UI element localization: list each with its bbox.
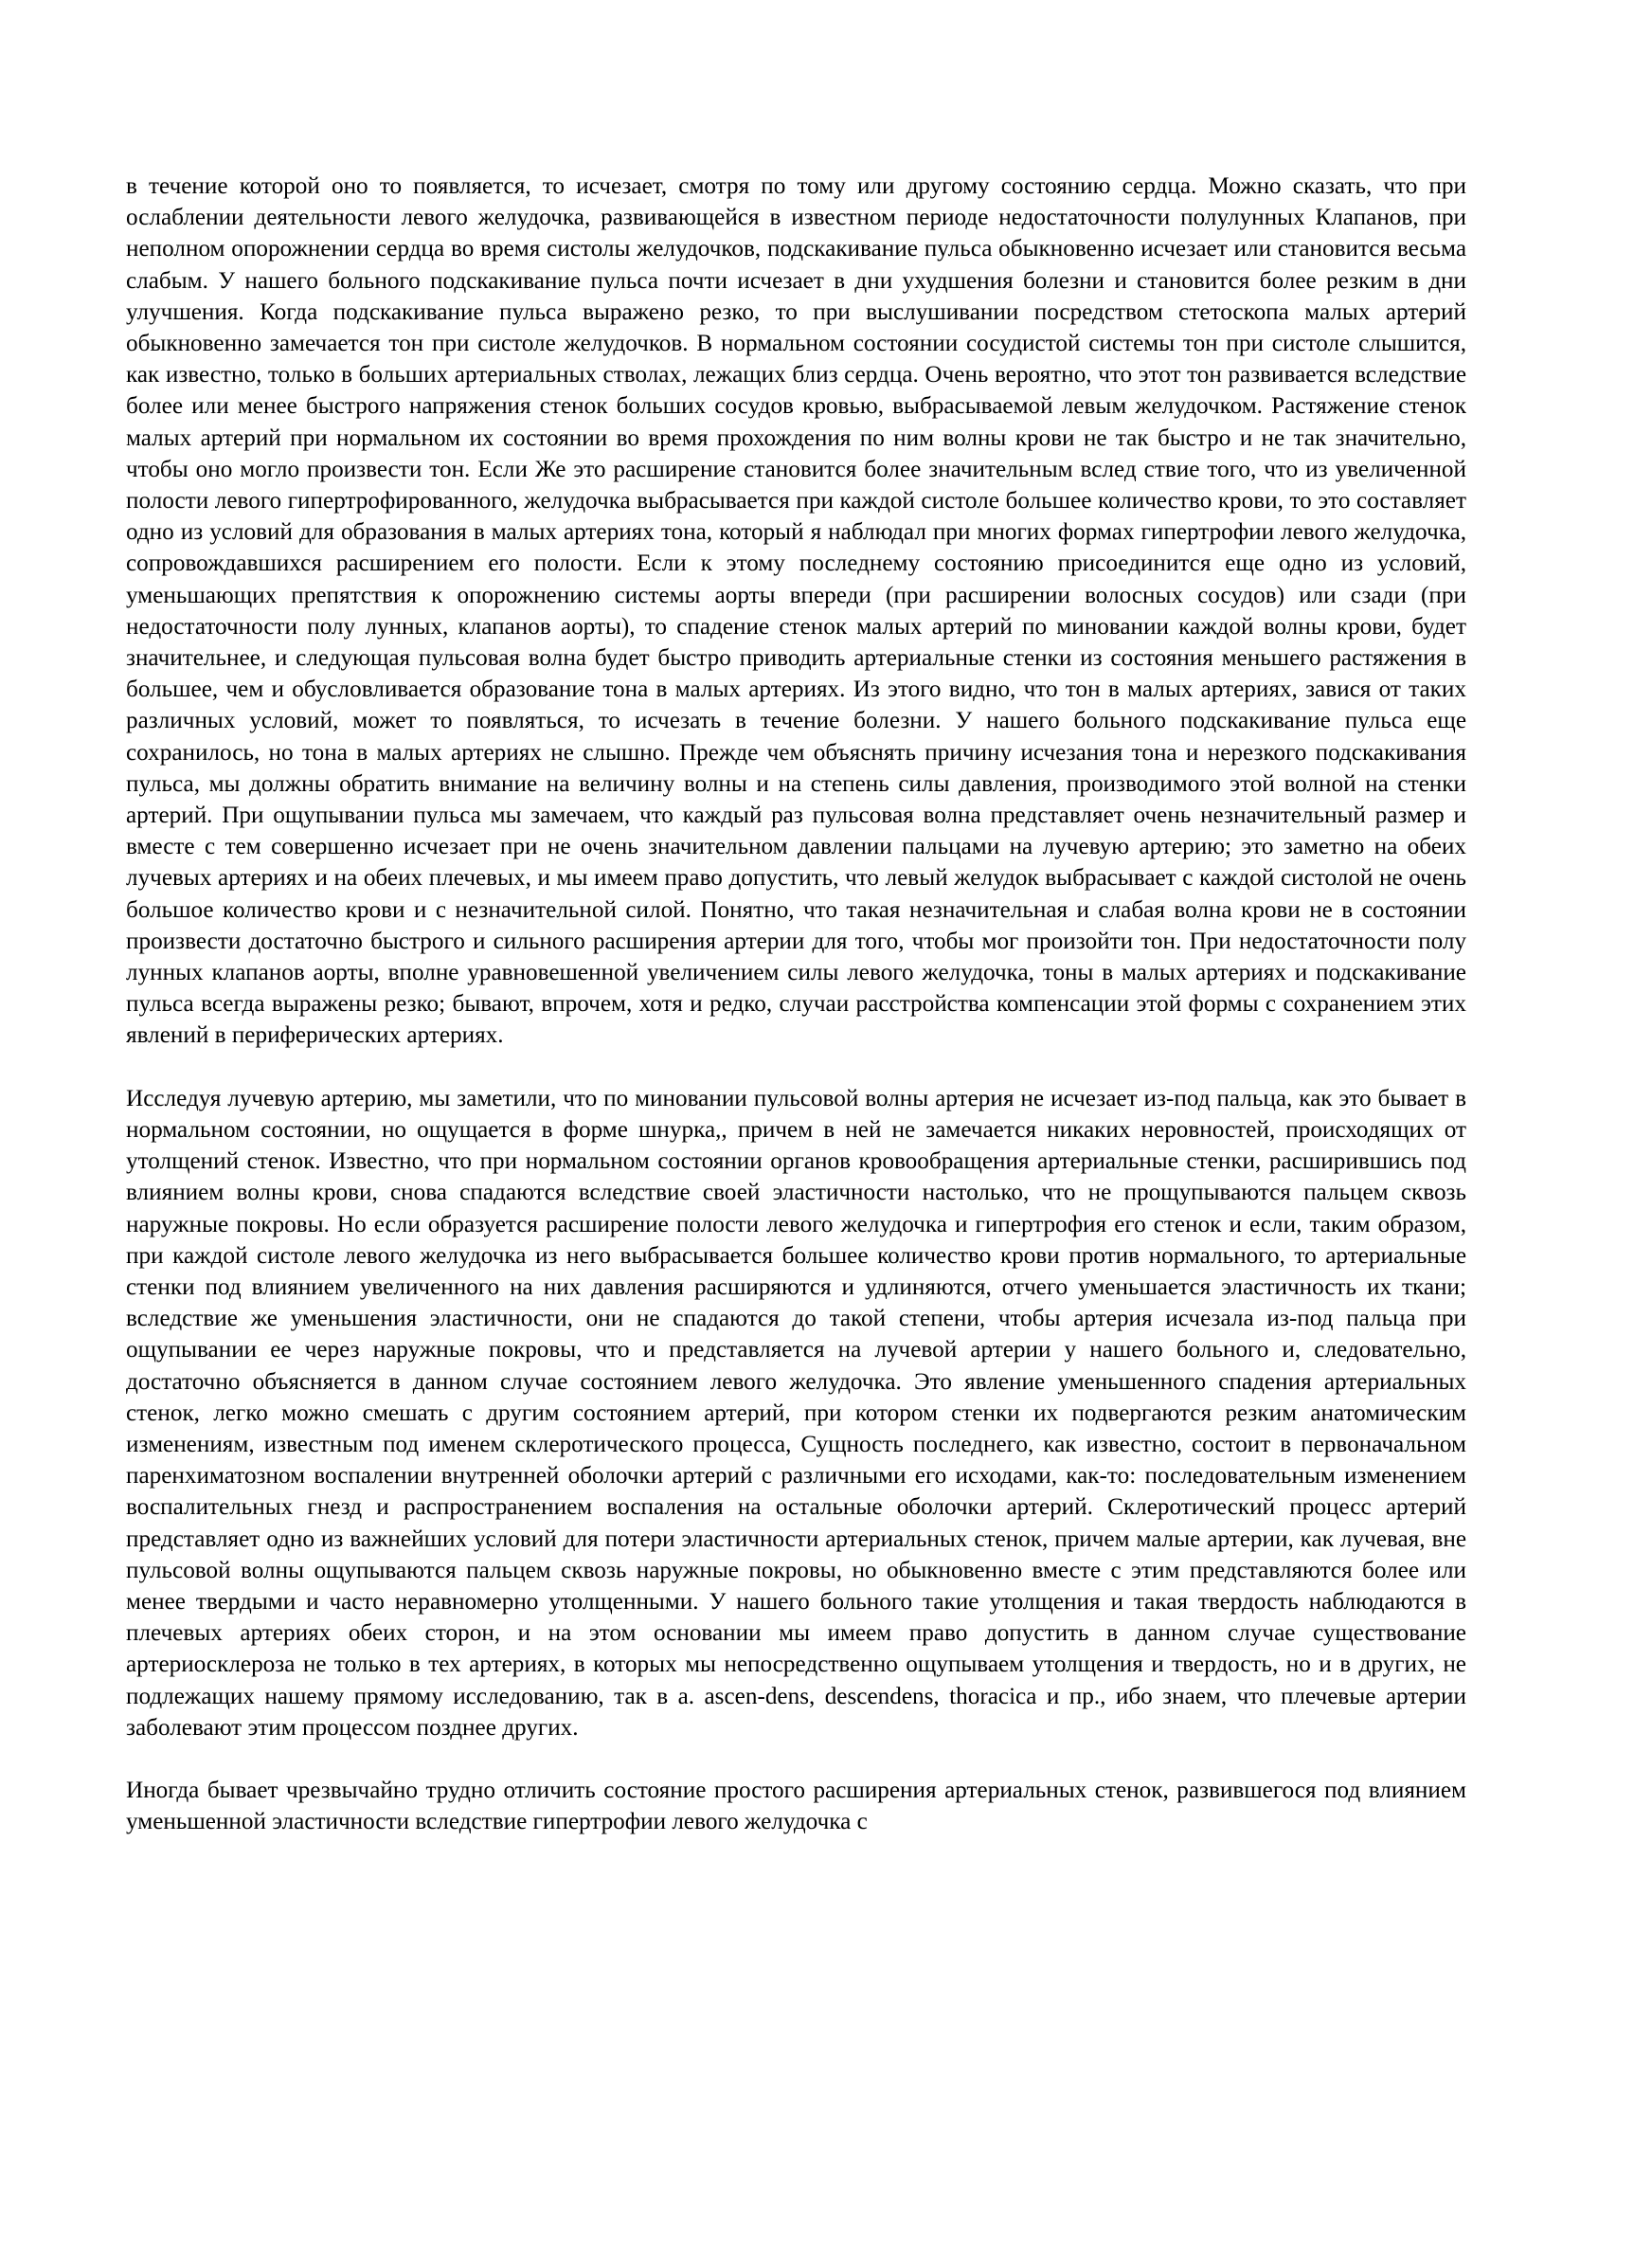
paragraph-1: в течение которой оно то появляется, то исчезает, смотря по тому или другому состоянию сердца. Можно сказать, что при ослаблении деятельности левого желудочка, развивающейся в известном периоде недостаточности полулунных Клапанов, при неполном опорожнении сердца во время систолы желудочков, подскакивание пульса обыкновенно исчезает или становится весьма слабым. У нашего больного подскакивание пульса почти исчезает в дни ухудшения болезни и становится более резким в дни улучшения. Когда подскакивание пульса выражено резко, то при выслушивании посредством стетоскопа малых артерий обыкновенно замечается тон при систоле желудочков. В нормальном состоянии сосудистой системы тон при систоле слышится, как известно, только в больших артериальных стволах, лежащих близ сердца. Очень вероятно, что этот тон развивается вследствие более или менее быстрого напряжения стенок больших сосудов кровью, выбрасываемой левым желудочком. Растяжение стенок малых артерий при нормальном их состоянии во время прохождения по ним волны крови не так быстро и не так значительно, чтобы оно могло произвести тон. Если Же это расширение становится более значительным вслед ствие того, что из увеличенной полости левого гипертрофированного, желудочка выбрасывается при каждой систоле большее количество крови, то это составляет одно из условий для образования в малых артериях тона, который я наблюдал при многих формах гипертрофии левого желудочка, сопровождавшихся расширением его полости. Если к этому последнему состоянию присоединится еще одно из условий, уменьшающих препятствия к опорожнению системы аорты впереди (при расширении волосных сосудов) или сзади (при недостаточности полу лунных, клапанов аорты), то спадение стенок малых артерий по миновании каждой волны крови, будет значительнее, и следующая пульсовая волна будет быстро приводить артериальные стенки из состояния меньшего растяжения в большее, чем и обусловливается образование тона в малых артериях. Из этого видно, что тон в малых артериях, завися от таких различных условий, может то появляться, то исчезать в течение болезни. У нашего больного подскакивание пульса еще сохранилось, но тона в малых артериях не слышно. Прежде чем объяснять причину исчезания тона и нерезкого подскакивания пульса, мы должны обратить внимание на величину волны и на степень силы давления, производимого этой волной на стенки артерий. При ощупывании пульса мы замечаем, что каждый раз пульсовая волна представляет очень незначительный размер и вместе с тем совершенно исчезает при не очень значительном давлении пальцами на лучевую артерию; это заметно на обеих лучевых артериях и на обеих плечевых, и мы имеем право допустить, что левый желудок выбрасывает с каждой систолой не очень большое количество крови и с незначительной силой. Понятно, что такая незначительная и слабая волна крови не в состоянии произвести достаточно быстрого и сильного расширения артерии для того, чтобы мог произойти тон. При недостаточности полу лунных клапанов аорты, вполне уравновешенной увеличением силы левого желудочка, тоны в малых артериях и подскакивание пульса всегда выражены резко; бывают, впрочем, хотя и редко, случаи расстройства компенсации этой формы с сохранением этих явлений в периферических артериях. xyxy=(126,173,1466,1049)
body-text xyxy=(126,171,1466,1837)
paragraph-2: Исследуя лучевую артерию, мы заметили, что по миновании пульсовой волны артерия не исчезает из-под пальца, как это бывает в нормальном состоянии, но ощущается в форме шнурка,, причем в ней не замечается никаких неровностей, происходящих от утолщений стенок. Известно, что при нормальном состоянии органов кровообращения артериальные стенки, расширившись под влиянием волны крови, снова спадаются вследствие своей эластичности настолько, что не прощупываются пальцем сквозь наружные покровы. Но если образуется расширение полости левого желудочка и гипертрофия его стенок и если, таким образом, при каждой систоле левого желудочка из него выбрасывается большее количество крови против нормального, то артериальные стенки под влиянием увеличенного на них давления расширяются и удлиняются, отчего уменьшается эластичность их ткани; вследствие же уменьшения эластичности, они не спадаются до такой степени, чтобы артерия исчезала из-под пальца при ощупывании ее через наружные покровы, что и представляется на лучевой артерии у нашего больного и, следовательно, достаточно объясняется в данном случае состоянием левого желудочка. Это явление уменьшенного спадения артериальных стенок, легко можно смешать с другим состоянием артерий, при котором стенки их подвергаются резким анатомическим изменениям, известным под именем склеротического процесса, Сущность последнего, как известно, состоит в первоначальном паренхиматозном воспалении внутренней оболочки артерий с различными его исходами, как-то: последовательным изменением воспалительных гнезд и распространением воспаления на остальные оболочки артерий. Склеротический процесс артерий представляет одно из важнейших условий для потери эластичности артериальных стенок, причем малые артерии, как лучевая, вне пульсовой волны ощупываются пальцем сквозь наружные покровы, но обыкновенно вместе с этим представляются более или менее твердыми и часто неравномерно утолщенными. У нашего больного такие утолщения и такая твердость наблюдаются в плечевых артериях обеих сторон, и на этом основании мы имеем право допустить в данном случае существование артериосклероза не только в тех артериях, в которых мы непосредственно ощупываем утолщения и твердость, но и в других, не подлежащих нашему прямому исследованию, так в a. ascen-dens, descendens, thoracica и пр., ибо знаем, что плечевые артерии заболевают этим процессом позднее других. xyxy=(126,1085,1466,1741)
paragraph-3: Иногда бывает чрезвычайно трудно отличить состояние простого расширения артериальных стенок, развившегося под влиянием уменьшенной эластичности вследствие гипертрофии левого желудочка с xyxy=(126,1777,1466,1835)
